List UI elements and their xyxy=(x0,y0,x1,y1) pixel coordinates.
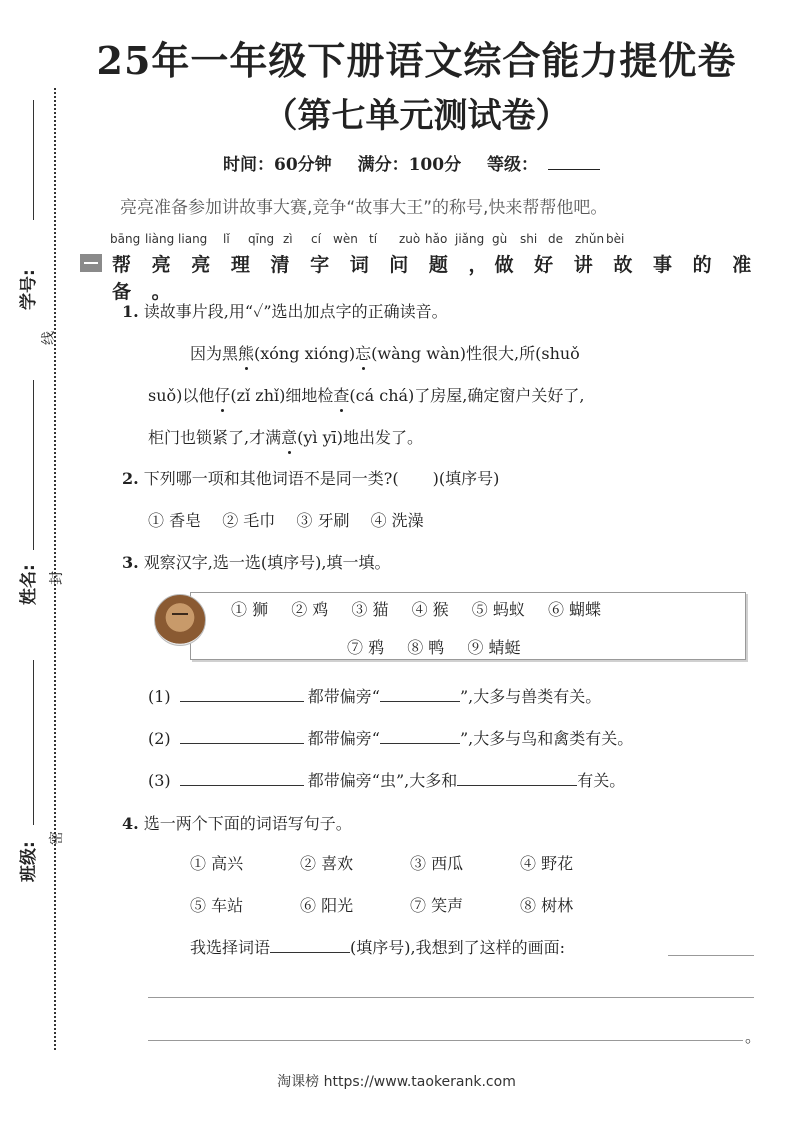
q4-word: ④ 野花 xyxy=(520,854,574,873)
exam-meta xyxy=(0,150,793,175)
q3-char-option: ⑦ 鸦 xyxy=(347,638,385,657)
q3-fill-label: (3) xyxy=(148,771,171,790)
q3-fill-blank[interactable] xyxy=(180,727,304,744)
q3-char-option: ④ 猴 xyxy=(411,600,449,619)
q3-char-option: ⑧ 鸭 xyxy=(407,638,445,657)
pinyin-4: qīng xyxy=(248,232,275,246)
name-line xyxy=(33,380,34,550)
q3-char-row-2 xyxy=(347,635,520,658)
q3-fill-blank[interactable] xyxy=(380,727,460,744)
q3-fill-text: 都带偏旁“ xyxy=(307,729,380,748)
pinyin-16: bèi xyxy=(606,232,625,246)
q4-word: ① 高兴 xyxy=(190,854,244,873)
q3-char-option: ① 狮 xyxy=(231,600,269,619)
q4-word: ⑦ 笑声 xyxy=(410,896,464,915)
q3-fill-text: 都带偏旁“ xyxy=(307,687,380,706)
q1-text[interactable]: suǒ)以他 xyxy=(148,386,215,405)
q3-character-box xyxy=(190,592,746,660)
q2-option: ① 香皂 xyxy=(148,511,202,530)
name-label: 姓名: xyxy=(19,564,39,605)
pinyin-15: zhǔn xyxy=(575,232,605,246)
q1-dotted-char: 查 xyxy=(333,386,350,405)
q1-dotted-char: 熊 xyxy=(238,344,255,363)
student-id-label: 学号: xyxy=(19,269,39,310)
pinyin-13: shi xyxy=(520,232,538,246)
q3-char-option: ③ 猫 xyxy=(351,600,389,619)
pinyin-9: zuò xyxy=(399,232,421,246)
pinyin-7: wèn xyxy=(333,232,358,246)
q3-number: 3. xyxy=(122,553,139,572)
q1-number: 1. xyxy=(122,302,139,321)
pinyin-3: lǐ xyxy=(223,232,230,246)
q3-char-option: ⑨ 蜻蜓 xyxy=(467,638,521,657)
q3-fill-text: 都带偏旁“虫”,大多和 xyxy=(307,771,458,790)
q1-passage-line-1 xyxy=(190,341,580,364)
grade-field xyxy=(487,155,610,175)
q1-prompt: 读故事片段,用“✓”选出加点字的正确读音。 xyxy=(143,302,448,321)
q1-dotted-char: 忘 xyxy=(355,344,372,363)
q4-word: ⑧ 树林 xyxy=(520,896,574,915)
q2-option: ② 毛巾 xyxy=(222,511,276,530)
q2-prompt-line xyxy=(122,466,499,489)
seal-mark-seal: 封 xyxy=(49,571,65,585)
section-title: 帮 亮 亮 理 清 字 词 问 题 ，做 好 讲 故 事 的 准 备 。 xyxy=(112,254,759,303)
time-label: 时间：60分钟 xyxy=(222,155,332,175)
class-label: 班级: xyxy=(19,841,39,882)
page-title: 25年一年级下册语文综合能力提优卷 xyxy=(96,38,737,83)
q3-char-option: ⑥ 蝴蝶 xyxy=(547,600,602,619)
q4-prompt-line xyxy=(122,811,352,834)
q3-fill-1 xyxy=(148,684,601,707)
q4-word: ② 喜欢 xyxy=(300,854,354,873)
binding-dotted-line xyxy=(54,88,56,1050)
q2-option: ④ 洗澡 xyxy=(370,511,424,530)
q3-fill-text: ”,大多与鸟和禽类有关。 xyxy=(459,729,634,748)
q4-words-row-1 xyxy=(190,851,573,874)
q1-pinyin-choice[interactable]: (xóng xióng) xyxy=(254,344,356,363)
q4-end-mark: 。 xyxy=(745,1027,762,1046)
q3-fill-blank[interactable] xyxy=(180,769,304,786)
pinyin-12: gù xyxy=(492,232,508,246)
pinyin-5: zì xyxy=(283,232,293,246)
grade-blank[interactable] xyxy=(548,151,600,170)
q3-char-option: ⑤ 蚂蚁 xyxy=(471,600,525,619)
seal-mark-line: 线 xyxy=(41,331,57,345)
pinyin-6: cí xyxy=(311,232,321,246)
pinyin-1: bāng xyxy=(110,232,141,246)
q4-answer-line[interactable] xyxy=(148,1040,743,1041)
q4-choose-text: (填序号),我想到了这样的画面: xyxy=(350,938,565,957)
q4-word: ③ 西瓜 xyxy=(410,854,464,873)
q3-fill-2 xyxy=(148,726,633,749)
q2-number: 2. xyxy=(122,469,139,488)
q4-number: 4. xyxy=(122,814,139,833)
intro-text: 亮亮准备参加讲故事大赛,竞争“故事大王”的称号,快来帮帮他吧。 xyxy=(120,198,608,218)
pinyin-2: liàng liang xyxy=(145,232,208,246)
section-marker xyxy=(80,254,102,272)
q3-fill-text: 有关。 xyxy=(577,771,626,790)
q4-choose-text: 我选择词语 xyxy=(190,938,271,957)
page-subtitle: （第七单元测试卷） xyxy=(263,96,570,136)
q3-fill-blank[interactable] xyxy=(180,685,304,702)
q3-fill-3 xyxy=(148,768,625,791)
q4-choice-blank[interactable] xyxy=(270,936,350,953)
q1-pinyin-choice[interactable]: (cá chá)了房屋,确定窗户关好了, xyxy=(349,386,585,405)
q4-choose-line xyxy=(190,935,565,958)
footer-watermark: 淘课榜 https://www.taokerank.com xyxy=(277,1074,516,1090)
q4-answer-line[interactable] xyxy=(148,997,754,998)
q3-fill-text: ”,大多与兽类有关。 xyxy=(459,687,602,706)
q4-word: ⑤ 车站 xyxy=(190,896,244,915)
q4-word: ⑥ 阳光 xyxy=(300,896,354,915)
pinyin-8: tí xyxy=(369,232,378,246)
q1-prompt-line xyxy=(122,299,448,322)
q3-fill-label: (2) xyxy=(148,729,171,748)
q3-fill-label: (1) xyxy=(148,687,171,706)
q1-passage-line-3 xyxy=(148,425,423,448)
q2-option: ③ 牙刷 xyxy=(296,511,350,530)
pinyin-14: de xyxy=(548,232,563,246)
grade-label: 等级： xyxy=(487,155,538,175)
q1-dotted-char: 仔 xyxy=(214,386,231,405)
q3-fill-blank[interactable] xyxy=(380,685,460,702)
q1-pinyin-choice[interactable]: (yì yī)地出发了。 xyxy=(297,428,423,447)
q4-words-row-2 xyxy=(190,893,573,916)
q1-pinyin-choice[interactable]: (zǐ zhǐ)细地检 xyxy=(230,386,334,405)
pinyin-11: jiǎng xyxy=(455,232,485,246)
lion-avatar-icon xyxy=(154,594,206,646)
q2-prompt-end: )(填序号) xyxy=(432,469,500,488)
q1-pinyin-choice[interactable]: (wàng wàn)性很大,所(shuǒ xyxy=(371,344,580,363)
q1-passage-line-2 xyxy=(148,383,584,406)
q1-text: 柜门也锁紧了,才满 xyxy=(148,428,282,447)
q2-options xyxy=(148,508,424,531)
seal-mark-secret: 密 xyxy=(49,831,65,845)
q1-dotted-char: 意 xyxy=(281,428,298,447)
class-line xyxy=(33,660,34,825)
pinyin-10: hǎo xyxy=(425,232,448,246)
q3-prompt-line xyxy=(122,550,390,573)
q4-prompt: 选一两个下面的词语写句子。 xyxy=(143,814,352,833)
q3-char-option: ② 鸡 xyxy=(291,600,329,619)
q3-prompt: 观察汉字,选一选(填序号),填一填。 xyxy=(143,553,391,572)
score-label: 满分：100分 xyxy=(357,155,462,175)
q3-char-row-1 xyxy=(231,597,601,620)
q2-prompt: 下列哪一项和其他词语不是同一类?( xyxy=(143,469,399,488)
q4-answer-line[interactable] xyxy=(668,955,754,956)
q3-fill-blank[interactable] xyxy=(457,769,577,786)
q1-text: 因为黑 xyxy=(190,344,239,363)
